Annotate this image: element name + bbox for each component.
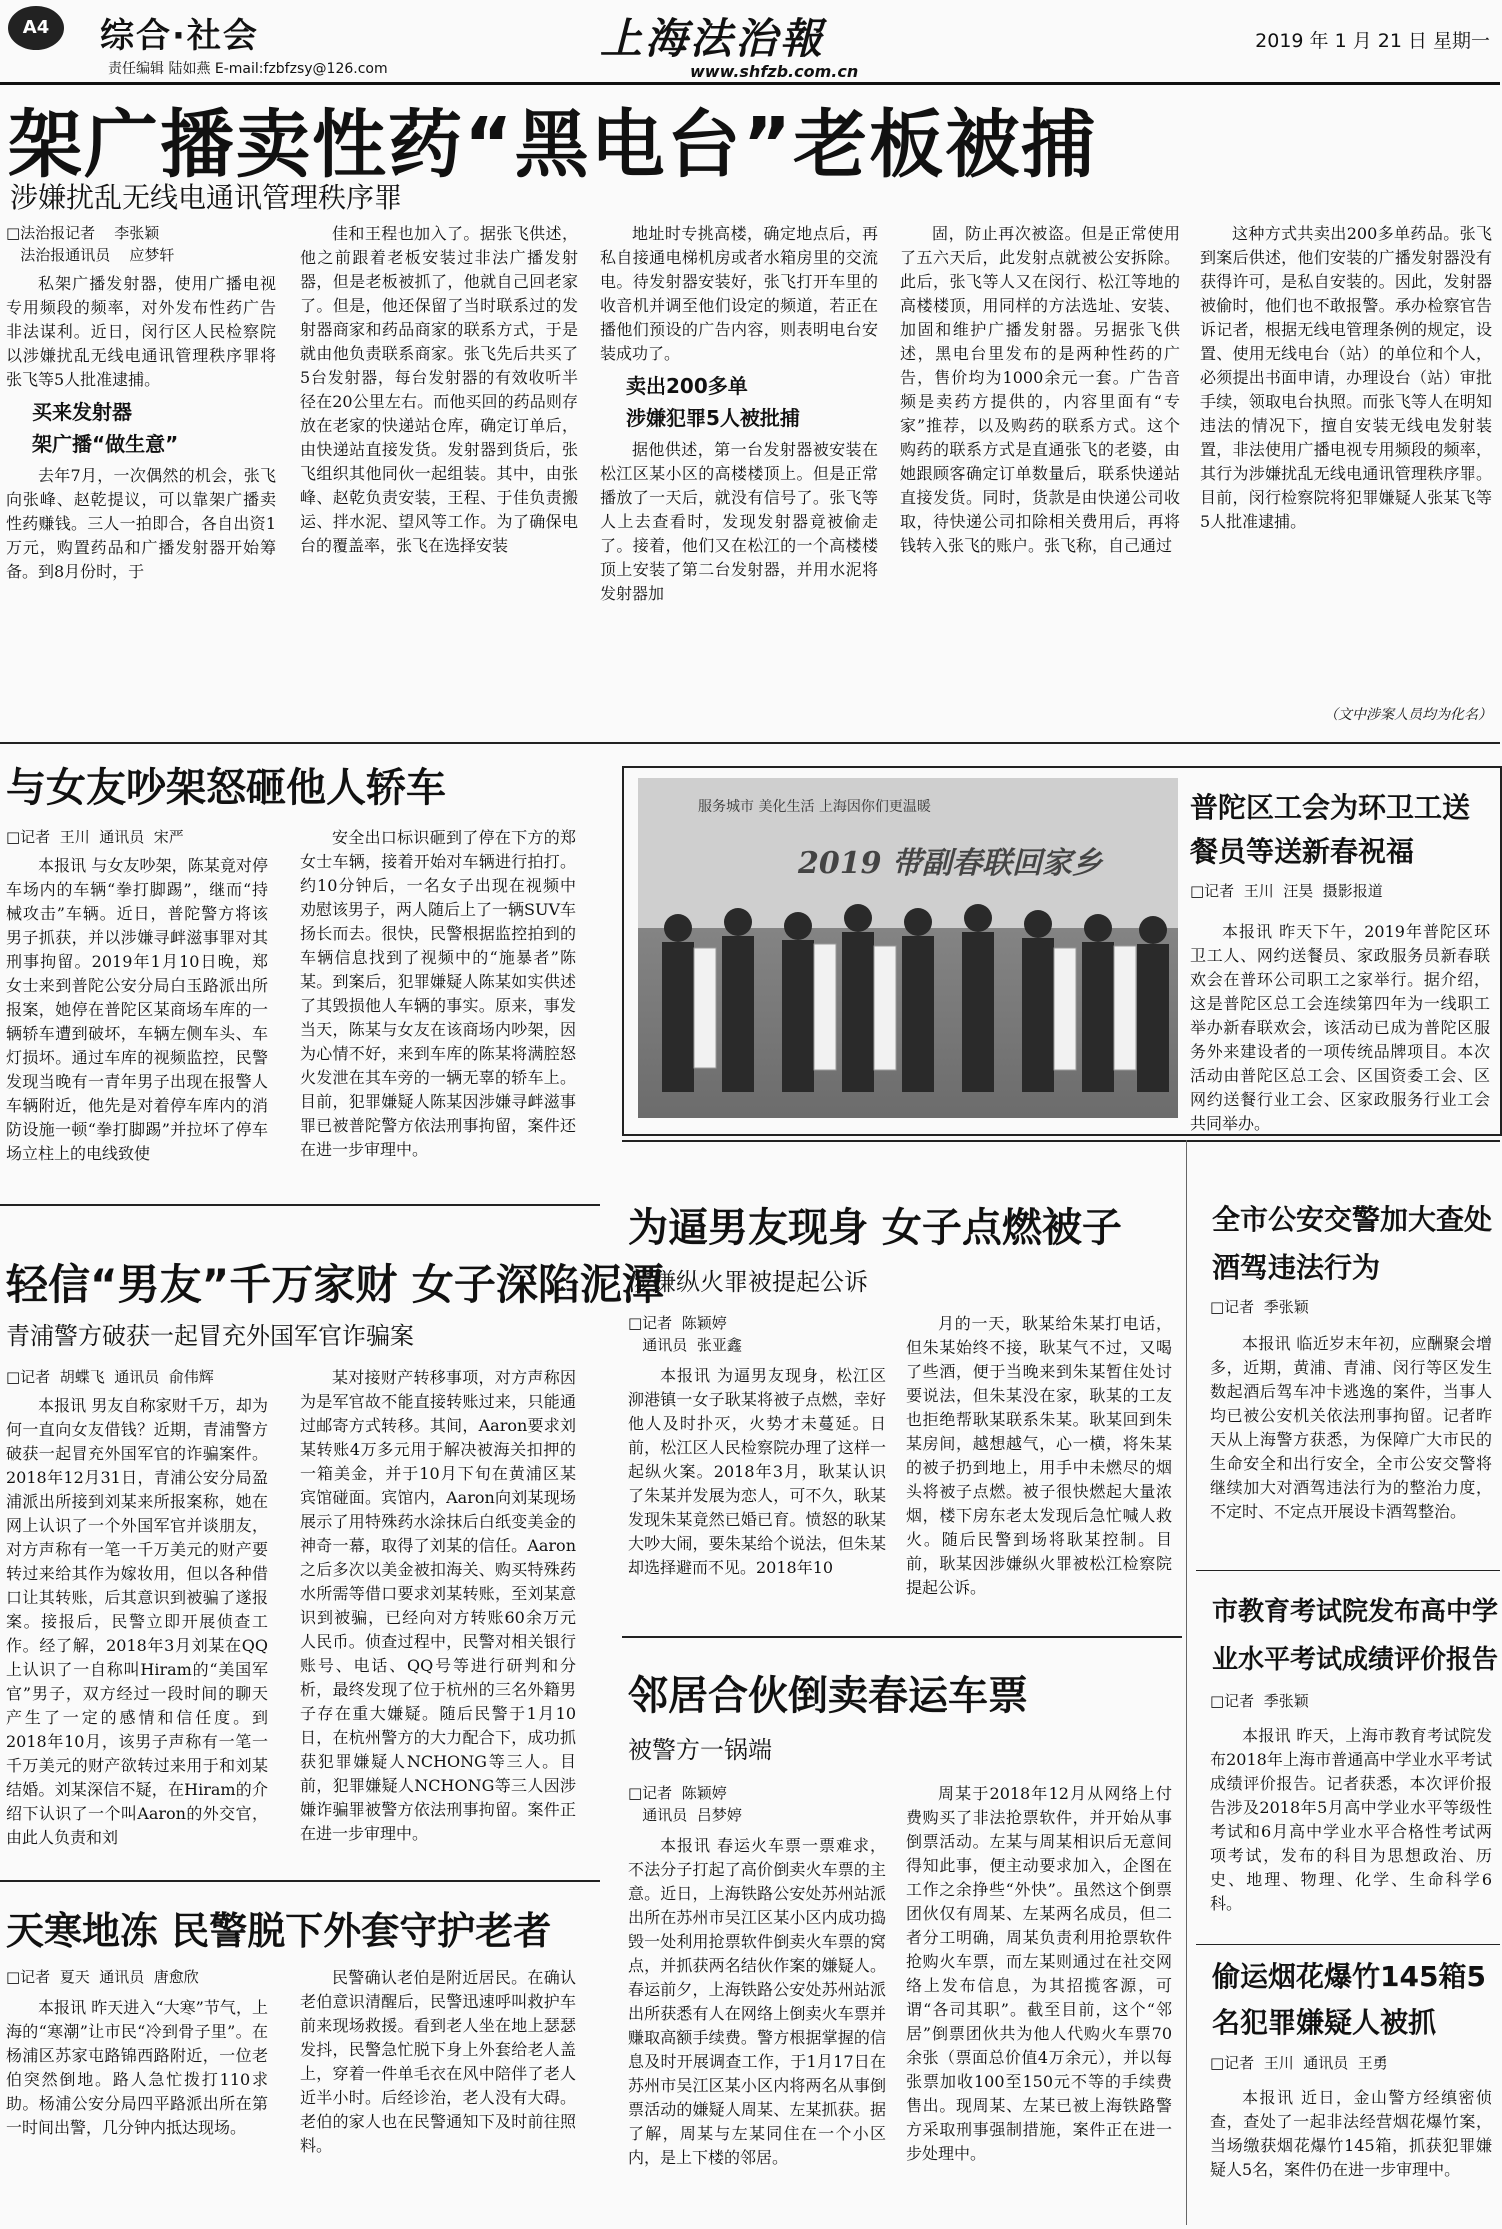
elder-paragraph: 民警确认老伯是附近居民。在确认老伯意识清醒后，民警迅速呼叫救护车前来现场救援。看到老人坐在地上瑟瑟发抖，民警急忙脱下身上外套给老人盖上，穿着一件单毛衣在风中陪伴了老人近半小时。后经诊治，老人没有大碍。老伯的家人也在民警通知下及时前往照料。	[300, 1968, 576, 2155]
photo-banner-text: 服务城市 美化生活 上海因你们更温暖	[698, 799, 931, 815]
exam-headline: 市教育考试院发布高中学业水平考试成绩评价报告	[1212, 1597, 1499, 1675]
fraud-paragraph: 某对接财产转移事项，对方声称因为是军官故不能直接转账过来，只能通过邮寄方式转移。其间，Aaron要求刘某转账4万多元用于解决被海关扣押的一箱美金，并于10月下旬在黄浦区某宾馆碰面。宾馆内，Aaron向刘某现场展示了用特殊药水涂抹后白纸变美金的神奇一幕，取得了刘某的信任。Aaron之后多次以美金被扣海关、购买特殊药水所需等借口要求刘某转账，至刘某意识到被骗，已经向对方转账60余万元人民币。侦查过程中，民警对相关银行账号、电话、QQ号等进行研判和分析，最终发现了位于杭州的三名外籍男子存在重大嫌疑。随后民警于1月10日，在杭州警方的大力配合下，成功抓获犯罪嫌疑人NCHONG等三人。目前，犯罪嫌疑人NCHONG等三人因涉嫌诈骗罪被警方依法刑事拘留。案件正在进一步审理中。	[300, 1368, 576, 1843]
lead-col-1	[6, 272, 276, 732]
editor-line: 责任编辑 陆如燕 E-mail:fzbfzsy@126.com	[108, 61, 388, 77]
tickets-byline: □记者 陈颖婷 通讯员 吕梦婷	[628, 1784, 742, 1824]
page-letter: A	[22, 17, 37, 38]
lead-paragraph: 佳和王程也加入了。据张飞供述，他之前跟着老板安装过非法广播发射器，但是老板被抓了，他就自己回老家了。但是，他还保留了当时联系过的发射器商家和药品商家的联系方式，于是就由他负责联系商家。张飞先后共买了5台发射器，每台发射器的有效收听半径在20公里左右。而他买回的药品则存放在老家的快递站仓库，确定订单后，由快递站直接发货。发射器到货后，张飞组织其他同伙一起组装。其中，由张峰、赵乾负责安装，王程、于佳负责搬运、拌水泥、望风等工作。为了确保电台的覆盖率，张飞在选择安装	[300, 224, 578, 555]
lead-subsection-heading: 涉嫌犯罪5人被批捕	[626, 406, 800, 430]
section-rule	[0, 1204, 600, 1206]
lead-paragraph: 地址时专挑高楼，确定地点后，再私自接通电梯机房或者水箱房里的交流电。待发射器安装好，张飞打开车里的收音机并调至他们设定的频道，若正在播他们预设的广告内容，则表明电台安装成功了。	[600, 224, 878, 363]
lead-paragraph: 这种方式共卖出200多单药品。张飞到案后供述，他们安装的广播发射器没有获得许可，是私自安装的。因此，发射器被偷时，他们也不敢报警。承办检察官告诉记者，根据无线电管理条例的规定，设置、使用无线电台（站）的单位和个人，必须提出书面申请，办理设台（站）审批手续，领取电台执照。而张飞等人在明知违法的情况下，擅自安装无线电发射装置，非法使用广播电视专用频段的频率，其行为涉嫌扰乱无线电通讯管理秩序罪。目前，闵行检察院将犯罪嫌疑人张某飞等5人批准逮捕。	[1200, 224, 1492, 531]
lead-subhead: 涉嫌扰乱无线电通讯管理秩序罪	[10, 181, 403, 214]
tickets-col-2	[906, 1782, 1172, 2224]
page-number: 4	[36, 17, 50, 38]
quilt-col-2	[906, 1312, 1172, 1624]
lead-col-2	[300, 222, 578, 734]
fireworks-body	[1210, 2086, 1492, 2226]
quilt-headline: 为逼男友现身 女子点燃被子	[628, 1205, 1122, 1251]
tickets-headline: 邻居合伙倒卖春运车票	[628, 1673, 1028, 1719]
exam-byline: □记者 季张颖	[1210, 1692, 1309, 1710]
column-rule	[1186, 1140, 1187, 2225]
tickets-paragraph: 周某于2018年12月从网络上付费购买了非法抢票软件，并开始从事倒票活动。左某与周某相识后无意间得知此事，便主动要求加入，企图在工作之余挣些“外快”。虽然这个倒票团伙仅有周某、左某两名成员，但二者分工明确，周某负责利用抢票软件抢购火车票，而左某则通过在社交网络上发布信息，为其招揽客源，可谓“各司其职”。截至目前，这个“邻居”倒票团伙共为他人代购火车票70余张（票面总价值4万余元），并以每张票加收100至150元不等的手续费售出。现周某、左某已被上海铁路警方采取刑事强制措施，案件正在进一步处理中。	[906, 1784, 1172, 2163]
section-rule	[0, 1880, 600, 1882]
lead-byline: □法治报记者 李张颖 法治报通讯员 应梦轩	[6, 224, 175, 264]
lead-subsection-heading: 买来发射器	[32, 400, 132, 424]
section-rule	[622, 1636, 1182, 1638]
tickets-col-1	[628, 1834, 886, 2224]
union-headline: 普陀区工会为环卫工送餐员等送新春祝福	[1190, 791, 1471, 868]
newspaper-url: www.shfzb.com.cn	[690, 62, 859, 81]
car-paragraph: 安全出口标识砸到了停在下方的郑女士车辆，接着开始对车辆进行拍打。约10分钟后，一名女子出现在视频中劝慰该男子，两人随后上了一辆SUV车扬长而去。很快，民警根据监控拍到的车辆信息找到了视频中的“施暴者”陈某。到案后，犯罪嫌疑人陈某如实供述了其毁损他人车辆的事实。原来，事发当天，陈某与女友在该商场内吵架，因为心情不好，来到车库的陈某将满腔怒火发泄在其车旁的一辆无辜的轿车上。目前，犯罪嫌疑人陈某因涉嫌寻衅滋事罪已被普陀警方依法刑事拘留，案件还在进一步审理中。	[300, 828, 577, 1159]
lead-subsection-heading: 卖出200多单	[626, 374, 748, 398]
fireworks-paragraph: 本报讯 近日，金山警方经缜密侦查，查处了一起非法经营烟花爆竹案，当场缴获烟花爆竹145箱，抓获犯罪嫌疑人5名，案件仍在进一步审理中。	[1210, 2088, 1492, 2179]
fraud-subhead: 青浦警方破获一起冒充外国军官诈骗案	[6, 1322, 414, 1350]
lead-paragraph: 据他供述，第一台发射器被安装在松江区某小区的高楼楼顶上。但是正常播放了一天后，就没有信号了。张飞等人上去查看时，发现发射器竟被偷走了。接着，他们又在松江的一个高楼楼顶上安装了第二台发射器，并用水泥将发射器加	[600, 440, 878, 603]
union-paragraph: 本报讯 昨天下午，2019年普陀区环卫工人、网约送餐员、家政服务员新春联欢会在普环公司职工之家举行。据介绍，这是普陀区总工会连续第四年为一线职工举办新春联欢会，该活动已成为普陀区服务外来建设者的一项传统品牌项目。本次活动由普陀区总工会、区国资委工会、区网约送餐行业工会、区家政服务行业工会共同举办。	[1190, 922, 1490, 1133]
drunk-paragraph: 本报讯 临近岁末年初，应酬聚会增多，近期，黄浦、青浦、闵行等区发生数起酒后驾车冲卡逃逸的案件，当事人均已被公安机关依法刑事拘留。记者昨天从上海警方获悉，为保障广大市民的生命安全和出行安全，全市公安交警将继续加大对酒驾违法行为的整治力度，不定时、不定点开展设卡酒驾整治。	[1210, 1334, 1492, 1521]
section-rule	[1196, 1944, 1500, 1945]
photo-banner-title: 2019 带副春联回家乡	[798, 846, 1102, 881]
tickets-paragraph: 本报讯 春运火车票一票难求，不法分子打起了高价倒卖火车票的主意。近日，上海铁路公安处苏州站派出所在苏州市吴江区某小区内成功捣毁一处利用抢票软件倒卖火车票的窝点，并抓获两名结伙作案的嫌疑人。春运前夕，上海铁路公安处苏州站派出所获悉有人在网络上倒卖火车票并赚取高额手续费。警方根据掌握的信息及时开展调查工作，于1月17日在苏州市吴江区某小区内将两名从事倒票活动的嫌疑人周某、左某抓获。据了解，周某与左某同住在一个小区内，是上下楼的邻居。	[628, 1836, 886, 2167]
elder-headline: 天寒地冻 民警脱下外套守护老者	[6, 1909, 552, 1953]
lead-paragraph: 去年7月，一次偶然的机会，张飞向张峰、赵乾提议，可以靠架广播卖性药赚钱。三人一拍即合，各自出资1万元，购置药品和广播发射器开始筹备。到8月份时，于	[6, 466, 276, 581]
fraud-byline: □记者 胡蝶飞 通讯员 俞伟辉	[6, 1368, 214, 1386]
car-col-1	[6, 854, 268, 1192]
fireworks-byline: □记者 王川 通讯员 王勇	[1210, 2054, 1388, 2072]
union-byline: □记者 王川 汪昊 摄影报道	[1190, 882, 1383, 900]
photo-people-illustration	[638, 888, 1178, 1118]
issue-date: 2019 年 1 月 21 日 星期一	[1255, 30, 1490, 52]
lead-paragraph: 私架广播发射器，使用广播电视专用频段的频率，对外发布性药广告非法谋利。近日，闵行区人民检察院以涉嫌扰乱无线电通讯管理秩序罪将张飞等5人批准逮捕。	[6, 274, 276, 389]
exam-body	[1210, 1724, 1492, 1940]
page-number-badge	[8, 6, 64, 50]
lead-paragraph: 固，防止再次被盗。但是正常使用了五六天后，此发射点就被公安拆除。此后，张飞等人又在闵行、松江等地的高楼楼顶，用同样的方法选址、安装、加固和维护广播发射器。另据张飞供述，黑电台里发布的是两种性药的广告，售价均为1000余元一套。广告音频是卖药方提供的，内容里面有“专家”推荐，以及购药的联系方式。这个购药的联系方式是直通张飞的老婆，由她跟顾客确定订单数量后，联系快递站直接发货。同时，货款是由快递公司收取，待快递公司扣除相关费用后，再将钱转入张飞的账户。张飞称，自己通过	[900, 224, 1180, 555]
car-byline: □记者 王川 通讯员 宋严	[6, 828, 184, 846]
fraud-paragraph: 本报讯 男友自称家财千万，却为何一直向女友借钱？近期，青浦警方破获一起冒充外国军官的诈骗案件。2018年12月31日，青浦公安分局盈浦派出所接到刘某来所报案称，她在网上认识了一个外国军官并谈朋友，对方声称有一笔一千万美元的财产要转过来给其作为嫁妆用，但以各种借口让其转账，后其意识到被骗了遂报案。接报后，民警立即开展侦查工作。经了解，2018年3月刘某在QQ上认识了一自称叫Hiram的“美国军官”男子，双方经过一段时间的聊天产生了一定的感情和信任度。到2018年10月，该男子声称有一笔一千万美元的财产欲转过来用于和刘某结婚。刘某深信不疑，在Hiram的介绍下认识了一个叫Aaron的外交官，由此人负责和刘	[6, 1396, 268, 1847]
car-paragraph: 本报讯 与女友吵架，陈某竟对停车场内的车辆“拳打脚踢”，继而“持械攻击”车辆。近日，普陀警方将该男子抓获，并以涉嫌寻衅滋事罪对其刑事拘留。2019年1月10日晚，郑女士来到普陀公安分局白玉路派出所报案，她停在普陀区某商场车库的一辆轿车遭到破坏，车辆左侧车头、车灯损坏。通过车库的视频监控，民警发现当晚有一青年男子出现在报警人车辆附近，他先是对着停车库内的消防设施一顿“拳打脚踢”并拉坏了停车场立柱上的电线致使	[6, 856, 268, 1163]
quilt-col-1	[628, 1364, 886, 1624]
drunk-headline: 全市公安交警加大查处酒驾违法行为	[1212, 1203, 1493, 1284]
section-rule	[1196, 1570, 1500, 1571]
drunk-byline: □记者 季张颖	[1210, 1298, 1309, 1316]
newspaper-logo: 上海法治報	[600, 14, 826, 63]
elder-col-1	[6, 1996, 268, 2224]
quilt-subhead: 涉嫌纵火罪被提起公诉	[628, 1268, 868, 1296]
lead-col-5	[1200, 222, 1492, 704]
car-headline: 与女友吵架怒砸他人轿车	[6, 765, 446, 811]
quilt-paragraph: 本报讯 为逼男友现身，松江区泖港镇一女子耿某将被子点燃，幸好他人及时扑灭，火势才未蔓延。日前，松江区人民检察院办理了这样一起纵火案。2018年3月，耿某认识了朱某并发展为恋人，可不久，耿某发现朱某竟然已婚已育。愤怒的耿某大吵大闹，要朱某给个说法，但朱某却选择避而不见。2018年10	[628, 1366, 886, 1577]
drunk-body	[1210, 1332, 1492, 1598]
quilt-byline: □记者 陈颖婷 通讯员 张亚鑫	[628, 1314, 742, 1354]
fraud-headline: 轻信“男友”千万家财 女子深陷泥潭	[6, 1260, 664, 1309]
elder-byline: □记者 夏天 通讯员 唐愈欣	[6, 1968, 199, 1986]
lead-subsection-heading: 架广播“做生意”	[32, 432, 179, 456]
fraud-col-2	[300, 1366, 576, 1864]
tickets-subhead: 被警方一锅端	[628, 1736, 772, 1764]
lead-headline: 架广播卖性药“黑电台”老板被捕	[8, 102, 1098, 188]
lead-col-3	[600, 222, 878, 734]
elder-paragraph: 本报讯 昨天进入“大寒”节气，上海的“寒潮”让市民“冷到骨子里”。在杨浦区苏家屯路锦西路附近，一位老伯突然倒地。路人急忙拨打110求助。杨浦公安分局四平路派出所在第一时间出警，几分钟内抵达现场。	[6, 1998, 268, 2137]
quilt-paragraph: 月的一天，耿某给朱某打电话，但朱某始终不接，耿某气不过，又喝了些酒，便于当晚来到朱某暂住处讨要说法，但朱某没在家，耿某的工友也拒绝帮耿某联系朱某。耿某回到朱某房间，越想越气，心一横，将朱某的被子扔到地上，用手中未燃尽的烟头将被子点燃。被子很快燃起大量浓烟，楼下房东老太发现后急忙喊人救火。随后民警到场将耿某控制。目前，耿某因涉嫌纵火罪被松江检察院提起公诉。	[906, 1314, 1172, 1597]
masthead-rule	[0, 82, 1500, 85]
fireworks-headline: 偷运烟花爆竹145箱5名犯罪嫌疑人被抓	[1212, 1960, 1486, 2039]
fraud-col-1	[6, 1394, 268, 1864]
section-rule	[622, 1140, 1500, 1142]
section-rule	[0, 742, 1500, 744]
union-photo	[638, 778, 1178, 1118]
lead-col-4	[900, 222, 1180, 734]
lead-note: （文中涉案人员均为化名）	[1324, 707, 1492, 723]
car-col-2	[300, 826, 576, 1192]
elder-col-2	[300, 1966, 576, 2224]
union-body	[1190, 920, 1490, 1133]
exam-paragraph: 本报讯 昨天，上海市教育考试院发布2018年上海市普通高中学业水平考试成绩评价报告。记者获悉，本次评价报告涉及2018年5月高中学业水平等级性考试和6月高中学业水平合格性考试两项考试，发布的科目为思想政治、历史、地理、物理、化学、生命科学6科。	[1210, 1726, 1492, 1913]
section-title: 综合·社会	[100, 16, 259, 56]
